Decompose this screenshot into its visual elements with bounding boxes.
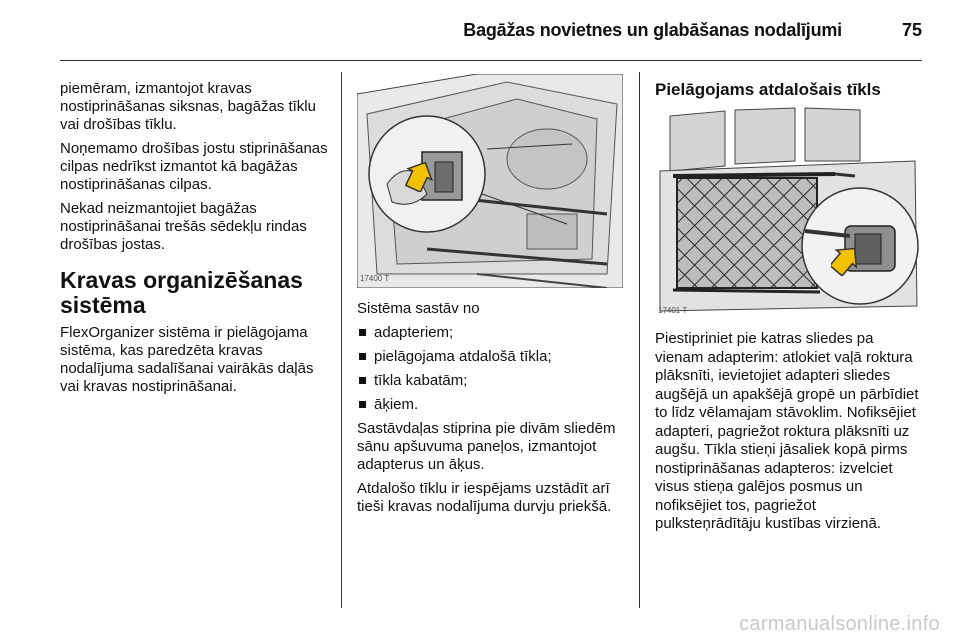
- right-column: [655, 330, 925, 540]
- yellow-arrow-icon: [405, 160, 439, 192]
- middle-paragraph-1: Sastāvdaļas stiprina pie divām sliedēm sānu apšuvuma paneļos, izmantojot adapterus un āķus.: [357, 420, 616, 473]
- page-number: 75: [901, 20, 922, 40]
- adapter-rail-illustration: [357, 74, 623, 288]
- middle-column: [357, 300, 633, 522]
- figure-code-17401: 17401 T: [658, 306, 688, 315]
- figure-adapter-rail: [357, 74, 623, 288]
- middle-paragraph-2: Atdalošo tīklu ir iespējams uzstādīt arī tieši kravas nodalījuma durvju priekšā.: [357, 480, 612, 515]
- list-item: āķiem.: [357, 396, 633, 414]
- middle-intro: Sistēma sastāv no: [357, 300, 480, 317]
- column-divider-right: [639, 72, 640, 608]
- list-item: tīkla kabatām;: [357, 372, 633, 390]
- figure-divider-net: [655, 106, 921, 318]
- yellow-arrow-icon: [831, 244, 865, 276]
- section-heading-cargo-system: Kravas organizēšanas sistēma: [60, 267, 303, 318]
- right-paragraph-1: Piestipriniet pie katras sliedes pa vienam adapterim: atlokiet vaļā roktura plāksnīti, ievietojiet adapteri sliedes augšējā un apakšējā gropē un pārbīdiet to līdz vēlamajam stāvoklim. Nofiksējiet adapteri, pagriežot roktura plāksnīti uz augšu. Tīkla stieņi jāsaliek kopā pirms nostiprināšanas adapteros: izvelciet visus stieņa galējos posmus un nofiksējiet tos, pagriežot pulksteņrādītāju kustības virzienā.: [655, 330, 919, 532]
- right-column-heading-wrap: [655, 80, 925, 100]
- figure-code-17400: 17400 T: [360, 274, 390, 283]
- page-header: [0, 0, 960, 60]
- divider-net-illustration: [655, 106, 921, 318]
- left-paragraph-4: FlexOrganizer sistēma ir pielāgojama sistēma, kas paredzēta kravas nodalījuma sadalīšanai vairākās daļās vai kravas nostiprināšanai.: [60, 324, 314, 395]
- section-heading-divider-net: Pielāgojams atdalošais tīkls: [655, 80, 881, 99]
- column-divider-left: [341, 72, 342, 608]
- left-paragraph-2: Noņemamo drošības jostu stiprināšanas cilpas nedrīkst izmantot kā bagāžas nostiprināšanas cilpas.: [60, 140, 328, 193]
- list-item: adapteriem;: [357, 324, 633, 342]
- left-paragraph-1: piemēram, izmantojot kravas nostiprināšanas siksnas, bagāžas tīklu vai drošības tīklu.: [60, 80, 316, 133]
- header-divider: [60, 60, 922, 61]
- components-list: [357, 324, 633, 414]
- watermark: carmanualsonline.info: [739, 613, 940, 635]
- left-column: [60, 80, 332, 402]
- list-item: pielāgojama atdalošā tīkla;: [357, 348, 633, 366]
- page-title: Bagāžas novietnes un glabāšanas nodalījumi: [463, 20, 842, 40]
- left-paragraph-3: Nekad neizmantojiet bagāžas nostiprināšanai trešās sēdekļu rindas drošības jostas.: [60, 200, 307, 253]
